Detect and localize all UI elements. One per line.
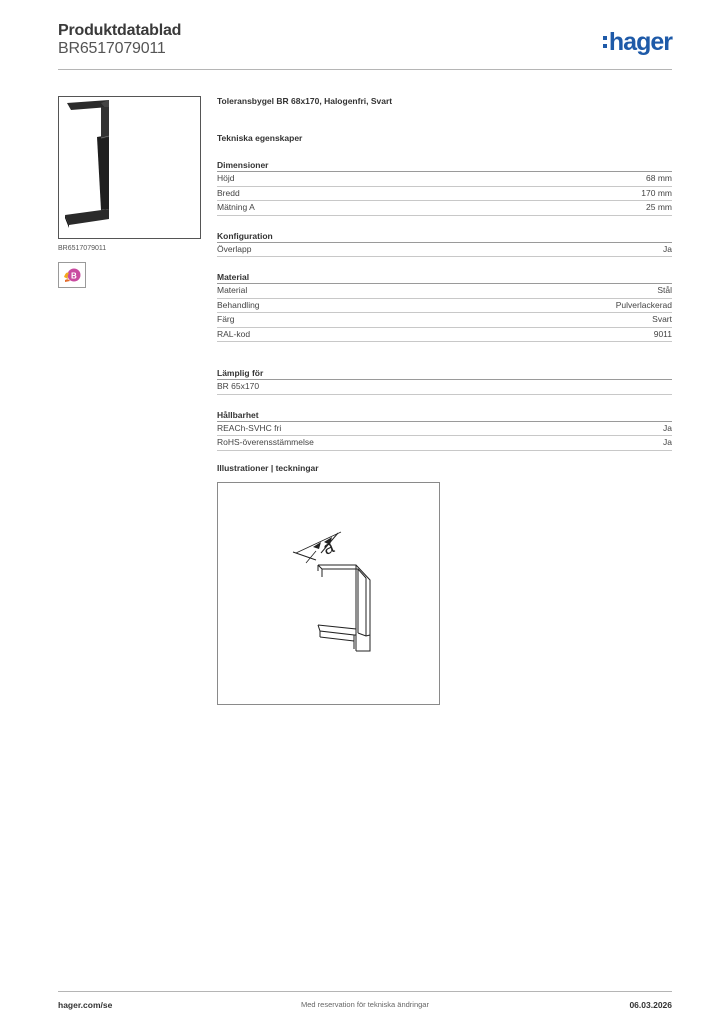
spec-label: RAL-kod [217,328,251,339]
spec-label: Bredd [217,187,240,198]
spec-value: Ja [663,437,672,447]
spec-row [217,422,672,437]
spec-row [217,284,672,299]
spec-value: Stål [657,285,672,295]
page-footer [58,991,672,1015]
spec-row [217,436,672,451]
spec-row [217,328,672,343]
spec-value: 9011 [653,328,672,339]
footer-disclaimer: Med reservation för tekniska ändringar [301,1000,429,1009]
suitable-for-heading: Lämplig för [217,367,672,380]
spec-label: Material [217,285,248,295]
spec-label: Höjd [217,173,235,183]
spec-value: Pulverlackerad [615,299,672,310]
spec-row [217,172,672,187]
spec-row [217,201,672,216]
spec-label: Överlapp [217,243,252,254]
technical-drawing [217,482,440,705]
product-photo-icon [59,97,200,238]
configuration-heading: Konfiguration [217,230,672,243]
spec-value: 25 mm [646,202,672,212]
technical-heading: Tekniska egenskaper [217,133,303,143]
spec-value: 68 mm [646,173,672,183]
spec-label: Behandling [217,299,260,310]
spec-label: BR 65x170 [217,381,260,391]
product-image-caption: BR6517079011 [58,245,107,252]
eco-badge [58,262,86,288]
spec-row [217,187,672,202]
spec-row [217,299,672,314]
product-image [58,96,201,239]
product-name: Toleransbygel BR 68x170, Halogenfri, Svart [217,96,393,106]
spec-value: Ja [663,243,672,254]
spec-label: REACh-SVHC fri [217,422,282,433]
logo-dots-icon [603,34,607,50]
illustrations-heading: Illustrationer | teckningar [217,463,319,473]
spec-label: Färg [217,314,235,324]
spec-content [217,96,672,451]
footer-date: 06.03.2026 [629,1000,672,1010]
page-header [58,22,672,70]
eco-label-icon [59,263,85,287]
footer-website: hager.com/se [58,1000,113,1010]
spec-value: Ja [663,422,672,433]
spec-row [217,243,672,258]
logo-text: hager [608,27,672,56]
spec-row [217,313,672,328]
spec-value: Svart [652,314,672,324]
dimensions-heading: Dimensioner [217,159,672,172]
spec-label: RoHS-överensstämmelse [217,437,314,447]
sustainability-heading: Hållbarhet [217,409,672,422]
dimension-label: a [320,536,337,559]
spec-row [217,380,672,395]
material-heading: Material [217,271,672,284]
product-number: BR6517079011 [58,40,166,57]
spec-value: 170 mm [641,187,672,198]
hager-logo [603,29,672,55]
document-title: Produktdatablad [58,22,182,39]
bracket-drawing-icon [218,483,439,704]
spec-label: Mätning A [217,202,255,212]
svg-text:B: B [71,271,77,281]
